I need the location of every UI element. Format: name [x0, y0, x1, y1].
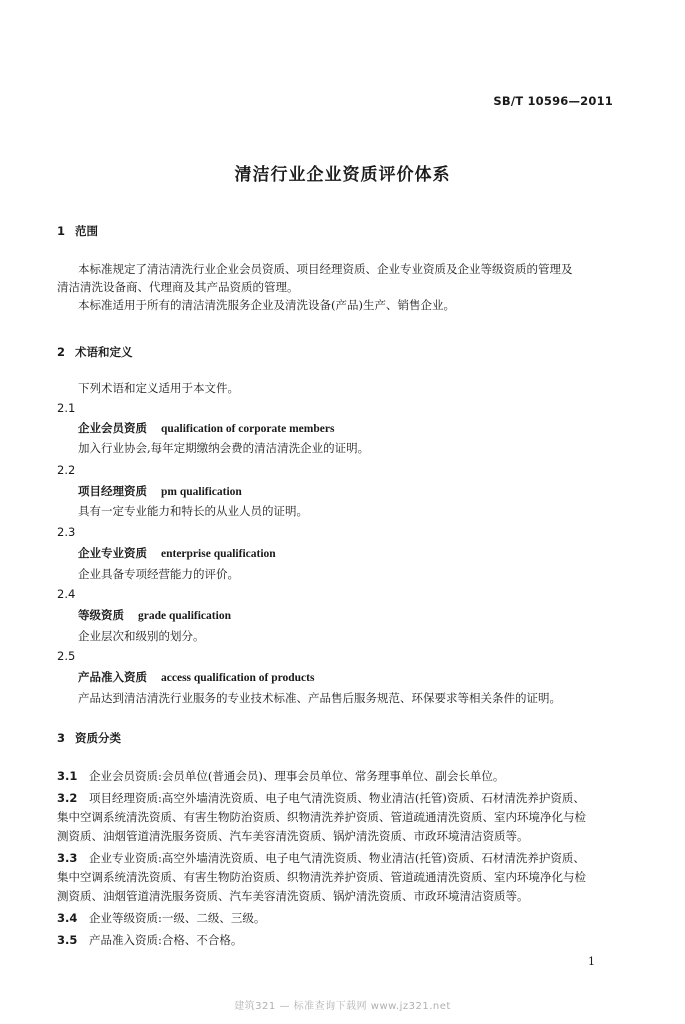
standard-number: SB/T 10596—2011: [493, 94, 613, 108]
section-title: 术语和定义: [75, 345, 133, 359]
item-number: 3.2: [57, 791, 78, 805]
paragraph-line: 本标准适用于所有的清洁清洗服务企业及清洗设备(产品)生产、销售企业。: [78, 298, 455, 312]
term-chinese: 企业会员资质: [78, 421, 147, 435]
item-text: 项目经理资质:高空外墙清洗资质、电子电气清洗资质、物业清洁(托管)资质、石材清洗养护资质、: [89, 791, 585, 805]
list-item: [57, 790, 585, 806]
list-item: [57, 850, 585, 866]
item-text: 企业会员资质:会员单位(普通会员)、理事会员单位、常务理事单位、副会长单位。: [89, 769, 505, 783]
term-english: enterprise qualification: [161, 548, 276, 560]
section-title: 范围: [75, 224, 98, 238]
term-definition: 企业层次和级别的划分。: [78, 629, 205, 643]
term-english: pm qualification: [161, 486, 242, 498]
list-item: [57, 910, 265, 926]
item-text-continuation: 集中空调系统清洗资质、有害生物防治资质、织物清洗养护资质、管道疏通清洗资质、室内环境净化与检: [57, 810, 586, 824]
term-entry: [78, 420, 334, 437]
item-number: 3.5: [57, 933, 78, 947]
term-entry: [78, 607, 231, 624]
site-watermark: 建筑321 — 标准查询下载网 www.jz321.net: [234, 1001, 451, 1012]
document-title: 清洁行业企业资质评价体系: [234, 165, 451, 185]
section-number: 2: [57, 345, 66, 359]
term-chinese: 项目经理资质: [78, 484, 147, 498]
term-entry: [78, 545, 276, 562]
page-number: 1: [588, 955, 595, 968]
term-english: qualification of corporate members: [161, 423, 335, 435]
term-definition: 加入行业协会,每年定期缴纳会费的清洁清洗企业的证明。: [78, 441, 370, 455]
term-chinese: 等级资质: [78, 608, 124, 622]
term-entry: [78, 669, 314, 686]
item-number: 3.3: [57, 851, 78, 865]
term-number: 2.5: [57, 649, 76, 663]
item-number: 3.4: [57, 911, 78, 925]
term-definition: 具有一定专业能力和特长的从业人员的证明。: [78, 504, 308, 518]
item-text-continuation: 集中空调系统清洗资质、有害生物防治资质、织物清洗养护资质、管道疏通清洗资质、室内环境净化与检: [57, 870, 586, 884]
term-english: grade qualification: [138, 610, 231, 622]
section-1-heading: [57, 223, 98, 239]
section-number: 1: [57, 224, 66, 238]
term-number: 2.3: [57, 525, 76, 539]
term-definition: 产品达到清洁清洗行业服务的专业技术标准、产品售后服务规范、环保要求等相关条件的证明。: [78, 691, 561, 705]
item-text: 企业等级资质:一级、二级、三级。: [89, 911, 266, 925]
item-text-continuation: 测资质、油烟管道清洗服务资质、汽车美容清洗资质、锅炉清洗资质、市政环境清洁资质等。: [57, 889, 529, 903]
section-3-heading: [57, 730, 121, 746]
term-chinese: 企业专业资质: [78, 546, 147, 560]
term-chinese: 产品准入资质: [78, 670, 147, 684]
term-definition: 企业具备专项经营能力的评价。: [78, 567, 239, 581]
list-item: [57, 932, 242, 948]
term-number: 2.4: [57, 587, 76, 601]
section-2-heading: [57, 344, 133, 360]
term-entry: [78, 483, 242, 500]
paragraph-line: 清洁清洗设备商、代理商及其产品资质的管理。: [57, 280, 299, 294]
term-english: access qualification of products: [161, 672, 315, 684]
item-text-continuation: 测资质、油烟管道清洗服务资质、汽车美容清洗资质、锅炉清洗资质、市政环境清洁资质等。: [57, 829, 529, 843]
item-text: 企业专业资质:高空外墙清洗资质、电子电气清洗资质、物业清洁(托管)资质、石材清洗养护资质、: [89, 851, 585, 865]
term-number: 2.1: [57, 401, 76, 415]
item-number: 3.1: [57, 769, 78, 783]
section-number: 3: [57, 731, 66, 745]
list-item: [57, 768, 504, 784]
paragraph-line: 下列术语和定义适用于本文件。: [78, 381, 239, 395]
paragraph-line: 本标准规定了清洁清洗行业企业会员资质、项目经理资质、企业专业资质及企业等级资质的管理及: [78, 262, 573, 276]
term-number: 2.2: [57, 463, 76, 477]
item-text: 产品准入资质:合格、不合格。: [89, 933, 243, 947]
section-title: 资质分类: [75, 731, 121, 745]
